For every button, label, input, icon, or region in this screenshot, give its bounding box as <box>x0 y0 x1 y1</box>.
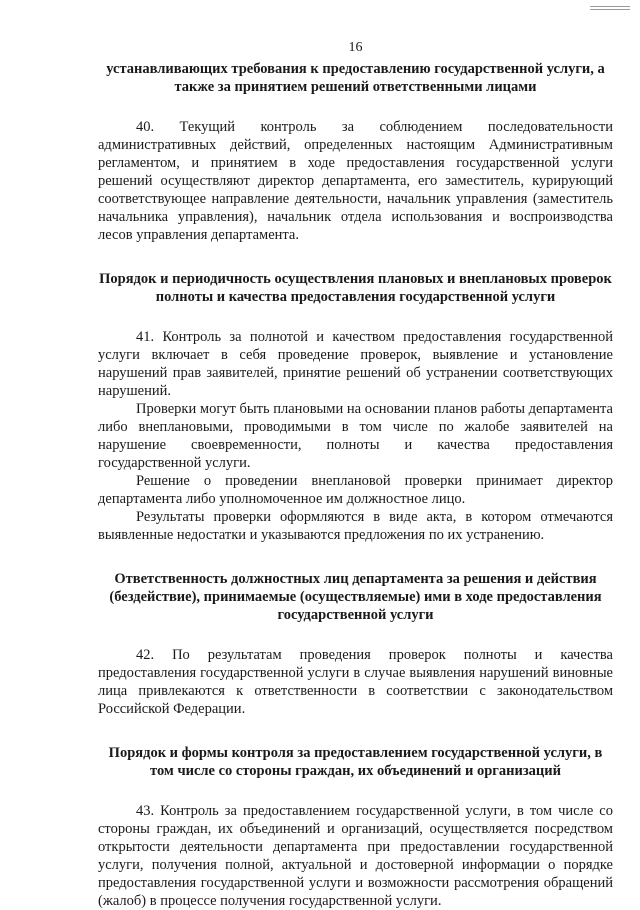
paragraph-41-planned-checks: Проверки могут быть плановыми на основании планов работы департамента либо внеплановыми, проводимыми в том числе по жалобе заявителей на нарушение своевременности, полноты и качества предоставления государственной услуги. <box>98 401 613 471</box>
section-heading-3: Ответственность должностных лиц департамента за решения и действия (бездействие), принимаемые (осуществляемые) ими в ходе предоставления государственной услуги <box>109 571 602 623</box>
paragraph-41-unplanned-decision: Решение о проведении внеплановой проверки принимает директор департамента либо уполномоченное им должностное лицо. <box>98 473 613 507</box>
paragraph-41: 41. Контроль за полнотой и качеством предоставления государственной услуги включает в себя проведение проверок, выявление и установление нарушений прав заявителей, принятие решений об устранении соответствующих нарушений. <box>98 329 613 399</box>
paragraph-42: 42. По результатам проведения проверок полноты и качества предоставления государственной услуги в случае выявления нарушений виновные лица привлекаются к ответственности в соответствии с законодательством Российской Федерации. <box>98 647 613 717</box>
section-heading-2: Порядок и периодичность осуществления плановых и внеплановых проверок полноты и качества предоставления государственной услуги <box>99 271 612 305</box>
paragraph-40: 40. Текущий контроль за соблюдением последовательности административных действий, определенных настоящим Административным регламентом, и принятием в ходе предоставления государственной услуги решений осуществляют директор департамента, его заместитель, курирующий соответствующее направление деятельности, начальник управления (заместитель начальника управления), начальник отдела использования и воспроизводства лесов управления департамента. <box>98 119 613 243</box>
document-page <box>98 40 613 910</box>
scan-marks <box>590 6 630 10</box>
section-heading-1: устанавливающих требования к предоставлению государственной услуги, а также за принятием решений ответственными лицами <box>106 61 605 95</box>
section-heading-4: Порядок и формы контроля за предоставлением государственной услуги, в том числе со стороны граждан, их объединений и организаций <box>108 745 603 779</box>
page-number: 16 <box>348 40 363 55</box>
paragraph-43: 43. Контроль за предоставлением государственной услуги, в том числе со стороны граждан, их объединений и организаций, осуществляется посредством открытости деятельности департамента при предоставлении государственной услуги, получения полной, актуальной и достоверной информации о порядке предоставления государственной услуги и возможности рассмотрения обращений (жалоб) в процессе получения государственной услуги. <box>98 803 613 909</box>
paragraph-41-results: Результаты проверки оформляются в виде акта, в котором отмечаются выявленные недостатки и указываются предложения по их устранению. <box>98 509 613 543</box>
